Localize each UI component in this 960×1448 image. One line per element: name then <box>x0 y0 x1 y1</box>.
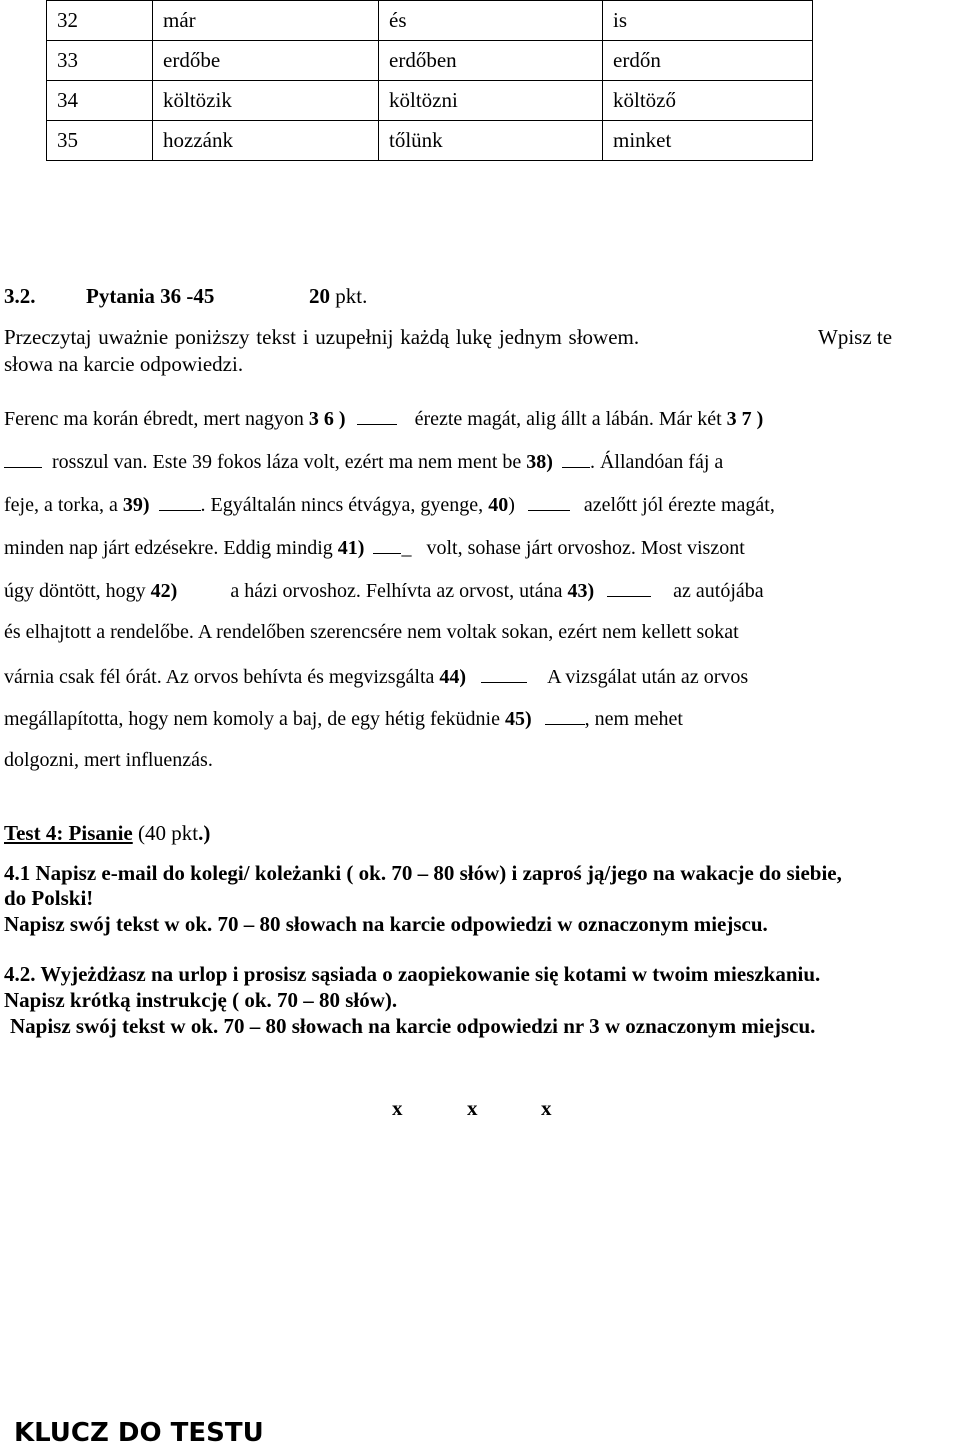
task41-line-1: 4.1 Napisz e-mail do kolegi/ koleżanki ( ok. 70 – 80 słów) i zaproś ją/jego na wakacje do siebie, <box>4 861 842 885</box>
option-b: erdőben <box>379 41 603 81</box>
gap-number: 38) <box>526 451 553 473</box>
gap-number: 42) <box>150 580 178 602</box>
option-a: már <box>153 1 379 41</box>
option-a: erdőbe <box>153 41 379 81</box>
text-fragment: Ferenc ma korán ébredt, mert nagyon <box>4 408 309 430</box>
text-fragment: várnia csak fél órát. Az orvos behívta és megvizsgálta <box>4 666 440 688</box>
row-number: 35 <box>47 121 153 161</box>
option-c: minket <box>603 121 813 161</box>
gap-number: 3 7 ) <box>726 408 764 430</box>
text-line-4 <box>4 535 745 560</box>
gap-number: 43) <box>567 580 595 602</box>
text-fragment: . Állandóan fáj a <box>589 451 724 473</box>
table-row <box>47 121 813 161</box>
task42-line-1: 4.2. Wyjeżdżasz na urlop i prosisz sąsiada o zaopiekowanie się kotami w twoim mieszkaniu. <box>4 962 821 986</box>
points-value: 20 <box>309 284 330 308</box>
text-line-3 <box>4 492 775 517</box>
text-line-1 <box>4 406 763 431</box>
task41-line-3: Napisz swój tekst w ok. 70 – 80 słowach na karcie odpowiedzi w oznaczonym miejscu. <box>4 912 768 936</box>
section-number: 3.2. <box>4 284 36 308</box>
gap-blank[interactable] <box>607 578 651 597</box>
option-c: is <box>603 1 813 41</box>
gap-blank[interactable] <box>373 535 401 554</box>
option-a: hozzánk <box>153 121 379 161</box>
row-number: 34 <box>47 81 153 121</box>
option-c: erdőn <box>603 41 813 81</box>
separator-x: x <box>541 1096 552 1120</box>
gap-number: 40 <box>488 494 509 516</box>
gap-blank[interactable] <box>528 492 570 511</box>
text-line-8 <box>4 706 683 731</box>
text-line-2 <box>4 449 723 474</box>
option-b: költözni <box>379 81 603 121</box>
table-row <box>47 1 813 41</box>
text-fragment: azelőtt jól érezte magát, <box>583 494 775 516</box>
gap-number: 45) <box>504 708 532 730</box>
gap-blank[interactable] <box>481 664 527 683</box>
separator-x: x <box>467 1096 478 1120</box>
text-fragment: minden nap járt edzésekre. Eddig mindig <box>4 537 338 559</box>
test4-points: (40 pkt <box>137 821 199 845</box>
section-points <box>309 284 367 309</box>
instructions-line-1b: Wpisz te <box>818 325 893 349</box>
gap-number: 3 6 ) <box>308 408 346 430</box>
instructions-line-1: Przeczytaj uważnie poniższy tekst i uzupełnij każdą lukę jednym słowem. <box>4 325 640 349</box>
text-fragment: _ <box>401 537 412 559</box>
answer-options-table <box>46 0 813 161</box>
text-fragment: A vizsgálat után az orvos <box>547 666 749 688</box>
gap-number: 44) <box>439 666 467 688</box>
text-fragment: rosszul van. Este 39 fokos láza volt, ezért ma nem ment be <box>52 451 527 473</box>
row-number: 33 <box>47 41 153 81</box>
text-fragment: megállapította, hogy nem komoly a baj, de egy hétig feküdnie <box>4 708 505 730</box>
text-fragment: , nem mehet <box>584 708 683 730</box>
points-unit: pkt. <box>335 284 368 308</box>
instructions-line-2: słowa na karcie odpowiedzi. <box>4 352 244 376</box>
text-line-5 <box>4 578 764 603</box>
text-line-9: dolgozni, mert influenzás. <box>4 749 213 771</box>
text-fragment: feje, a torka, a <box>4 494 123 516</box>
text-fragment: érezte magát, alig állt a lábán. Már két <box>414 408 727 430</box>
option-b: tőlünk <box>379 121 603 161</box>
text-line-6: és elhajtott a rendelőbe. A rendelőben szerencsére nem voltak sokan, ezért nem kellett sokat <box>4 621 739 643</box>
gap-blank[interactable] <box>159 492 201 511</box>
gap-number: 39) <box>122 494 150 516</box>
text-fragment: . Egyáltalán nincs étvágya, gyenge, <box>200 494 489 516</box>
task41-line-2: do Polski! <box>4 886 94 910</box>
test4-heading <box>4 821 210 846</box>
gap-blank[interactable] <box>545 706 585 725</box>
text-fragment: ) <box>508 494 515 516</box>
gap-blank[interactable] <box>562 449 590 468</box>
task42-line-3: Napisz swój tekst w ok. 70 – 80 słowach na karcie odpowiedzi nr 3 w oznaczonym miejscu. <box>10 1014 816 1038</box>
text-fragment: úgy döntött, hogy <box>4 580 151 602</box>
row-number: 32 <box>47 1 153 41</box>
text-fragment: volt, sohase járt orvoshoz. Most viszont <box>426 537 745 559</box>
gap-blank[interactable] <box>357 406 397 425</box>
test4-title: Test 4: Pisanie <box>4 821 133 845</box>
section-title: Pytania 36 -45 <box>86 284 215 308</box>
text-fragment: a házi orvoshoz. Felhívta az orvost, utána <box>230 580 568 602</box>
task42-line-2: Napisz krótką instrukcję ( ok. 70 – 80 słów). <box>4 988 398 1012</box>
option-b: és <box>379 1 603 41</box>
table-row <box>47 41 813 81</box>
text-fragment: az autójába <box>673 580 764 602</box>
gap-number: 41) <box>337 537 365 559</box>
text-line-7 <box>4 664 748 689</box>
gap-blank[interactable] <box>4 449 42 468</box>
separator-x: x <box>392 1096 403 1120</box>
test4-points-end: .) <box>198 821 211 845</box>
option-c: költöző <box>603 81 813 121</box>
option-a: költözik <box>153 81 379 121</box>
answer-key-heading: KLUCZ DO TESTU <box>14 1418 264 1448</box>
table-row <box>47 81 813 121</box>
